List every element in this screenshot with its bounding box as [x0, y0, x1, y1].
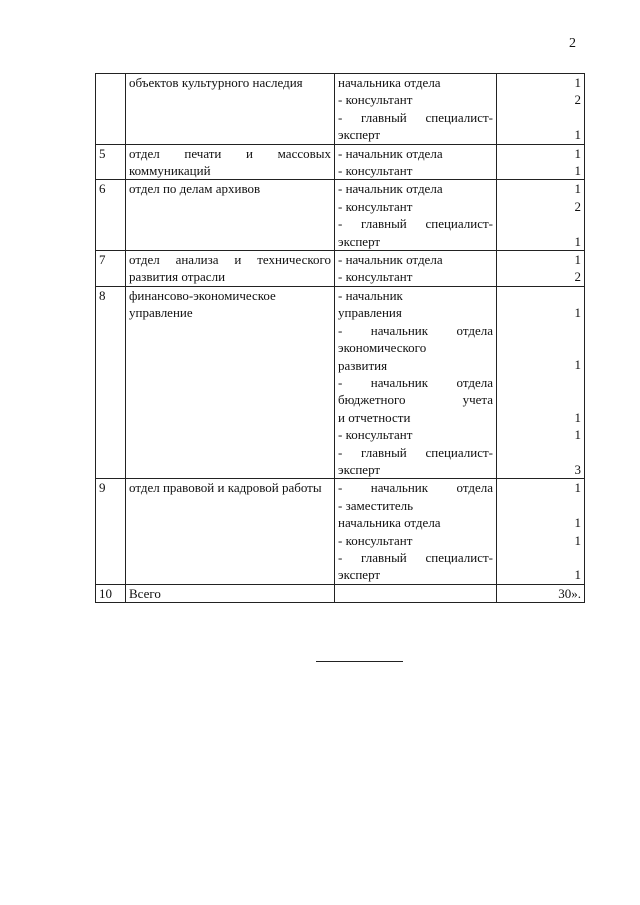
position-line: - начальник отдела — [338, 480, 493, 496]
count-value: 1 — [574, 532, 581, 548]
positions-cell — [335, 144, 497, 180]
count-value — [500, 287, 581, 304]
position-line: - консультант — [338, 92, 413, 108]
count-value: 3 — [574, 461, 581, 477]
count-value: 1 — [574, 145, 581, 161]
count-value: 1 — [574, 427, 581, 442]
position-line: начальника отдела — [338, 515, 441, 531]
position-line: - консультант — [338, 427, 413, 443]
count-value: 2 — [574, 269, 581, 285]
staff-table-body — [96, 74, 585, 603]
count-value: 1 — [574, 567, 581, 583]
position-line: - начальник отдела — [338, 374, 493, 390]
count-value: 1 — [574, 515, 581, 531]
position-line: бюджетного учета — [338, 392, 493, 408]
position-line: - консультант — [338, 269, 413, 285]
table-row — [96, 479, 585, 584]
count-value — [500, 215, 581, 232]
count-cell — [497, 180, 585, 251]
position-line: - начальник — [338, 287, 403, 303]
row-number: 5 — [96, 144, 126, 180]
position-line: эксперт — [338, 127, 381, 143]
position-line: - заместитель — [338, 497, 414, 513]
table-row — [96, 144, 585, 180]
count-value: 1 — [574, 181, 581, 197]
position-line — [338, 585, 493, 602]
row-number: 8 — [96, 286, 126, 478]
table-row — [96, 74, 585, 145]
unit-name: отдел печати и массовых коммуникаций — [126, 144, 335, 180]
count-value: 1 — [574, 127, 581, 143]
unit-name: Всего — [126, 584, 335, 602]
position-line: эксперт — [338, 567, 381, 583]
position-line: - главный специалист- — [338, 549, 493, 565]
unit-name: отдел анализа и технического развития отрасли — [126, 251, 335, 287]
count-value: 1 — [574, 480, 581, 496]
count-value: 2 — [574, 92, 581, 108]
row-number: 6 — [96, 180, 126, 251]
positions-cell — [335, 584, 497, 602]
positions-cell — [335, 286, 497, 478]
position-line: - главный специалист- — [338, 109, 493, 125]
position-line: - начальник отдела — [338, 145, 443, 161]
positions-cell — [335, 251, 497, 287]
count-value: 1 — [574, 357, 581, 373]
count-cell — [497, 251, 585, 287]
position-line: - начальник отдела — [338, 252, 443, 268]
position-line: эксперт — [338, 461, 381, 477]
count-value: 1 — [574, 75, 581, 90]
position-line: - начальник отдела — [338, 322, 493, 338]
position-line: управления — [338, 305, 402, 321]
count-cell — [497, 74, 585, 145]
count-value: 1 — [574, 163, 581, 179]
position-line: экономического — [338, 340, 427, 356]
count-value — [500, 374, 581, 391]
count-value: 1 — [574, 252, 581, 268]
count-cell — [497, 584, 585, 602]
position-line: начальника отдела — [338, 75, 441, 90]
count-value — [500, 497, 581, 514]
positions-cell — [335, 479, 497, 584]
unit-name: объектов культурного наследия — [126, 74, 335, 145]
count-value — [500, 322, 581, 339]
count-cell — [497, 144, 585, 180]
position-line: развития — [338, 357, 388, 373]
staff-table — [95, 73, 585, 603]
count-value — [500, 443, 581, 460]
row-number: 9 — [96, 479, 126, 584]
count-value: 1 — [574, 233, 581, 249]
positions-cell — [335, 74, 497, 145]
row-number: 10 — [96, 584, 126, 602]
positions-cell — [335, 180, 497, 251]
position-line: эксперт — [338, 233, 381, 249]
table-row — [96, 180, 585, 251]
position-line: - главный специалист- — [338, 216, 493, 232]
table-row — [96, 584, 585, 602]
count-value: 30». — [558, 585, 581, 601]
closing-rule — [316, 661, 403, 662]
row-number: 7 — [96, 251, 126, 287]
position-line: - консультант — [338, 532, 413, 548]
count-cell — [497, 286, 585, 478]
position-line: и отчетности — [338, 409, 411, 425]
count-value: 1 — [574, 305, 581, 321]
unit-name: отдел по делам архивов — [126, 180, 335, 251]
position-line: - консультант — [338, 163, 413, 179]
row-number — [96, 74, 126, 145]
table-row — [96, 251, 585, 287]
position-line: - консультант — [338, 198, 413, 214]
count-value: 2 — [574, 198, 581, 214]
page-number: 2 — [569, 36, 576, 51]
position-line: - начальник отдела — [338, 181, 443, 197]
position-line: - главный специалист- — [338, 444, 493, 460]
count-value — [500, 109, 581, 126]
unit-name: отдел правовой и кадровой работы — [126, 479, 335, 584]
count-value — [500, 549, 581, 566]
table-row — [96, 286, 585, 478]
count-cell — [497, 479, 585, 584]
unit-name: финансово-экономическое управление — [126, 286, 335, 478]
count-value: 1 — [574, 409, 581, 425]
count-value — [500, 339, 581, 356]
count-value — [500, 391, 581, 408]
